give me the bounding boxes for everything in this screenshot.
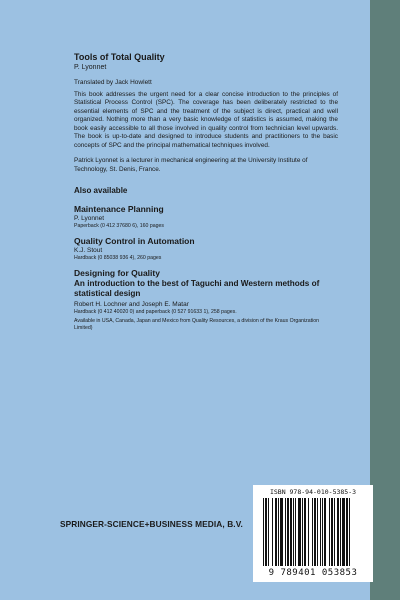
barcode-bar — [302, 498, 303, 566]
barcode-bar — [275, 498, 277, 566]
book-title: Tools of Total Quality — [74, 52, 165, 62]
barcode-bar — [340, 498, 341, 566]
barcode-icon — [263, 498, 363, 568]
barcode-bar — [287, 498, 289, 566]
related-book-availability-note: Available in USA, Canada, Japan and Mexico from Quality Resources, a division of the Kraus Organization Limited) — [74, 317, 319, 331]
barcode-bar — [331, 498, 333, 566]
barcode-bar — [334, 498, 335, 566]
related-book-author: K.J. Stout — [74, 247, 103, 255]
related-book-title: Designing for Quality — [74, 268, 160, 279]
barcode-bar — [314, 498, 316, 566]
barcode-bar — [268, 498, 269, 566]
barcode-bar — [320, 498, 321, 566]
book-description: This book addresses the urgent need for a clear concise introduction to the principles of Statistical Process Control (SPC). The coverage has been deliberately restricted to the essential elements of SPC and the treatment of the subject is direct, practical and well organized. Nothing more than a very basic knowledge of statistics is assumed, making the book easily accessible to all those involved in quality control from technician level upwards. The book is up-to-date and designed to introduce students and practitioners to the basic concepts of SPC and the principal mathematical techniques involved. — [74, 91, 338, 149]
related-book-author: P. Lyonnet — [74, 215, 104, 223]
translator-credit: Translated by Jack Howlett — [74, 79, 152, 86]
related-book-detail: Hardback (0 412 40020 0) and paperback (0 527 91633 1), 258 pages. — [74, 308, 237, 315]
related-book-detail: Hardback (0 85038 936 4), 260 pages — [74, 255, 162, 262]
related-book — [74, 268, 338, 332]
publisher-name: SPRINGER-SCIENCE+BUSINESS MEDIA, B.V. — [60, 519, 243, 529]
author-bio: Patrick Lyonnet is a lecturer in mechanical engineering at the University Institute of Technology, St. Denis, France. — [74, 157, 308, 173]
barcode-bar — [295, 498, 296, 566]
barcode-bar — [272, 498, 273, 566]
related-book — [74, 204, 338, 230]
barcode-bar — [324, 498, 326, 566]
barcode-bar — [285, 498, 286, 566]
barcode-bar — [290, 498, 292, 566]
barcode-bar — [346, 498, 348, 566]
book-author: P. Lyonnet — [74, 64, 107, 71]
back-cover-content — [74, 52, 338, 332]
isbn-label: ISBN 978-94-010-5385-3 — [269, 488, 357, 496]
barcode-bar — [298, 498, 301, 566]
barcode-bar — [337, 498, 339, 566]
barcode-bar — [278, 498, 279, 566]
barcode-bar — [265, 498, 267, 566]
barcode-bar — [308, 498, 309, 566]
barcode-bar — [349, 498, 350, 566]
barcode-bar — [312, 498, 313, 566]
barcode-bar — [280, 498, 283, 566]
barcode-bar — [263, 498, 264, 566]
barcode-bar — [322, 498, 323, 566]
barcode-block — [253, 485, 373, 582]
barcode-bar — [317, 498, 318, 566]
also-available-heading: Also available — [74, 186, 128, 196]
related-book-detail: Paperback (0 412 37680 6), 160 pages — [74, 223, 164, 230]
related-book-author: Robert H. Lochner and Joseph E. Matar — [74, 300, 189, 308]
related-book — [74, 236, 338, 262]
barcode-bar — [342, 498, 345, 566]
spine-band — [370, 0, 400, 600]
related-book-title: Quality Control in Automation — [74, 236, 195, 247]
barcode-digits: 9 789401 053853 — [268, 568, 358, 578]
related-book-title: Maintenance Planning — [74, 204, 164, 215]
barcode-bar — [293, 498, 294, 566]
related-book-subtitle: An introduction to the best of Taguchi and Western methods of statistical design — [74, 279, 320, 298]
barcode-bar — [329, 498, 330, 566]
barcode-bar — [304, 498, 306, 566]
